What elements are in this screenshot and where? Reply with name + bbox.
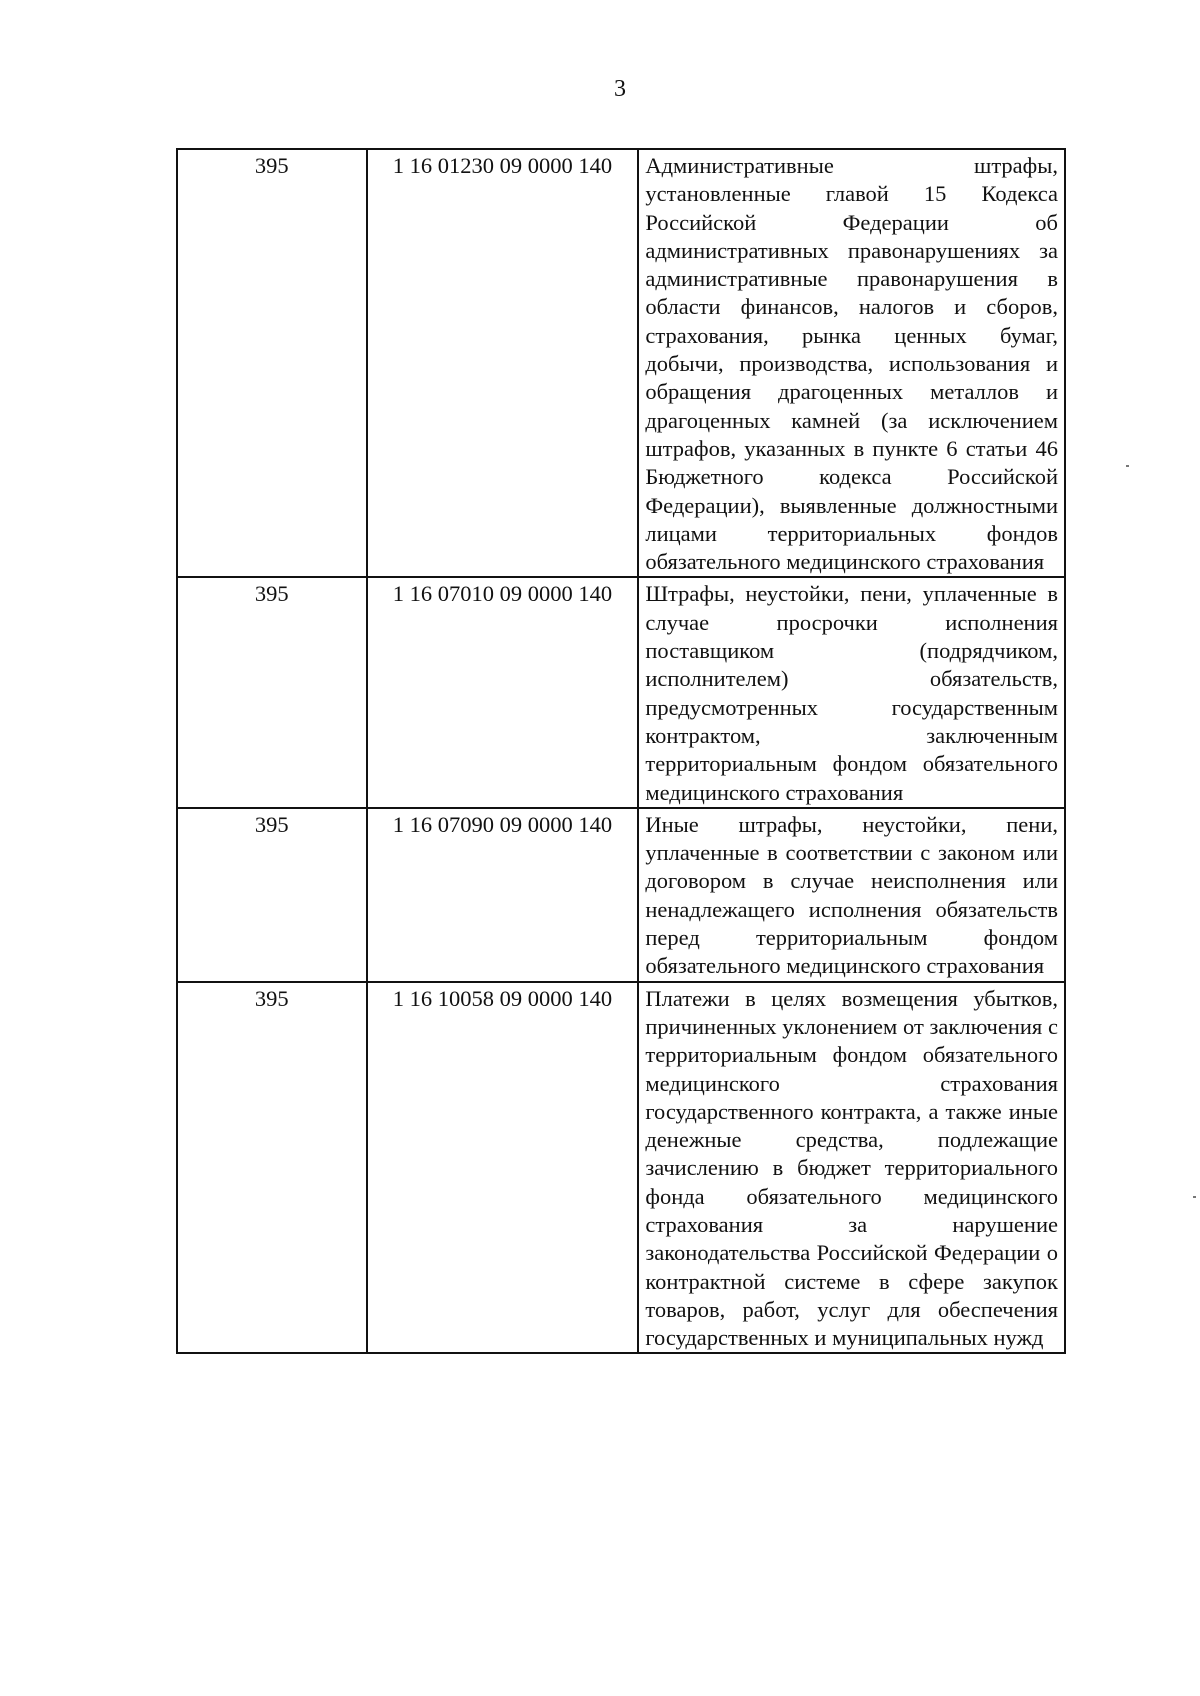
kbk-code-cell: 1 16 07090 09 0000 140 — [367, 808, 639, 982]
table-row — [177, 808, 1065, 982]
table-row — [177, 149, 1065, 577]
description-cell: Штрафы, неустойки, пени, уплаченные в случае просрочки исполнения поставщиком (подрядчиком, исполнителем) обязательств, предусмотренных государственным контрактом, заключенным территориальным фондом обязательного медицинского страхования — [638, 577, 1065, 807]
description-cell: Иные штрафы, неустойки, пени, уплаченные в соответствии с законом или договором в случае неисполнения или ненадлежащего исполнения обязательств перед территориальным фондом обязательного медицинского страхования — [638, 808, 1065, 982]
table-row — [177, 577, 1065, 807]
kbk-code-cell: 1 16 07010 09 0000 140 — [367, 577, 639, 807]
scan-speck — [1126, 465, 1129, 467]
admin-code-cell: 395 — [177, 808, 367, 982]
admin-code-cell: 395 — [177, 577, 367, 807]
admin-code-cell: 395 — [177, 982, 367, 1354]
page-number: 3 — [614, 76, 626, 102]
budget-classification-table — [176, 148, 1066, 1354]
description-cell: Административные штрафы, установленные главой 15 Кодекса Российской Федерации об административных правонарушениях за административные правонарушения в области финансов, налогов и сборов, страхования, рынка ценных бумаг, добычи, производства, использования и обращения драгоценных металлов и драгоценных камней (за исключением штрафов, указанных в пункте 6 статьи 46 Бюджетного кодекса Российской Федерации), выявленные должностными лицами территориальных фондов обязательного медицинского страхования — [638, 149, 1065, 577]
admin-code-cell: 395 — [177, 149, 367, 577]
scan-speck — [1193, 1196, 1196, 1198]
kbk-code-cell: 1 16 01230 09 0000 140 — [367, 149, 639, 577]
description-cell: Платежи в целях возмещения убытков, причиненных уклонением от заключения с территориальным фондом обязательного медицинского страхования государственного контракта, а также иные денежные средства, подлежащие зачислению в бюджет территориального фонда обязательного медицинского страхования за нарушение законодательства Российской Федерации о контрактной системе в сфере закупок товаров, работ, услуг для обеспечения государственных и муниципальных нужд — [638, 982, 1065, 1354]
table-row — [177, 982, 1065, 1354]
kbk-code-cell: 1 16 10058 09 0000 140 — [367, 982, 639, 1354]
